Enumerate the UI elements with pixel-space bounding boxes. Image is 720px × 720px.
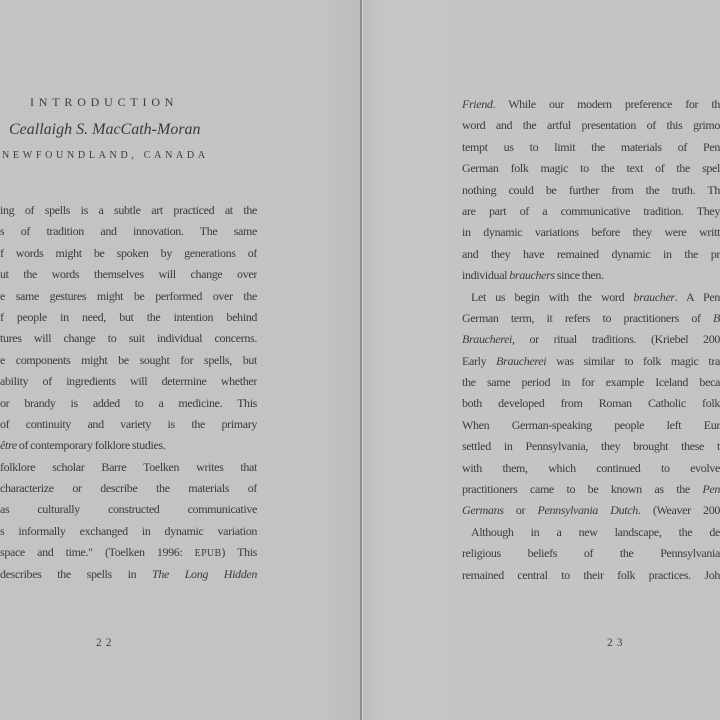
text-line: settled in Pennsylvania, they brought these t (462, 439, 720, 454)
text-line: practitioners came to be known as the Pen (462, 482, 720, 497)
text-line: religious beliefs of the Pennsylvania (462, 546, 720, 561)
text-line: space and time." (Toelken 1996: EPUB) This (0, 545, 257, 560)
text-line: or brandy is added to a medicine. This (0, 395, 257, 410)
text-line: e same gestures might be performed over the (0, 288, 257, 303)
text-line: Friend. While our modern preference for th (462, 97, 720, 111)
text-line: as culturally constructed communicative (0, 502, 257, 517)
text-line: folklore scholar Barre Toelken writes that (0, 459, 257, 474)
chapter-location: NEWFOUNDLAND, CANADA (2, 150, 209, 161)
text-line: Braucherei, or ritual traditions. (Kriebel 200 (462, 332, 720, 347)
text-line: Although in a new landscape, the de (471, 524, 720, 539)
text-line: When German-speaking people left Eur (462, 417, 720, 432)
text-line: e components might be sought for spells, but (0, 352, 257, 367)
text-line: characterize or describe the materials of (0, 481, 257, 496)
text-line: être of contemporary folklore studies. (0, 438, 166, 453)
text-line: s informally exchanged in dynamic variation (0, 523, 257, 538)
text-line: Germans or Pennsylvania Dutch. (Weaver 200 (462, 503, 720, 518)
text-line: remained central to their folk practices. Joh (462, 567, 720, 582)
text-line: both developed from Roman Catholic folk (462, 396, 720, 411)
page-gutter-highlight (362, 0, 363, 720)
text-line: tempt us to limit the materials of Pen (462, 139, 720, 154)
text-line: Let us begin with the word braucher. A Pen (471, 289, 720, 304)
right-page-text-block (462, 94, 720, 586)
chapter-title: INTRODUCTION (30, 95, 179, 109)
text-line: word and the artful presentation of this grimo (462, 118, 720, 133)
text-line: in dynamic variations before they were writt (462, 225, 720, 240)
text-line: individual brauchers since then. (462, 268, 604, 283)
text-line: ing of spells is a subtle art practiced at the (0, 203, 257, 217)
chapter-author: Ceallaigh S. MacCath-Moran (9, 121, 201, 138)
text-line: German folk magic to the text of the spel (462, 161, 720, 176)
text-line: with them, which continued to evolve (462, 460, 720, 475)
text-line: German term, it refers to practitioners of B (462, 310, 720, 325)
text-line: nothing could be further from the truth. Th (462, 182, 720, 197)
text-line: tures will change to suit individual concerns. (0, 331, 257, 346)
left-page-text-block (0, 200, 257, 585)
text-line: f words might be spoken by generations of (0, 245, 257, 260)
text-line: and they have remained dynamic in the pr (462, 246, 720, 261)
text-line: of continuity and variety is the primary (0, 416, 257, 431)
text-line: Early Braucherei was similar to folk magic tra (462, 353, 720, 368)
text-line: the same period in for example Iceland beca (462, 375, 720, 390)
page-number-left: 22 (96, 637, 116, 649)
text-line: ut the words themselves will change over (0, 267, 257, 282)
text-line: ability of ingredients will determine whether (0, 374, 257, 389)
text-line: s of tradition and innovation. The same (0, 224, 257, 239)
text-line: f people in need, but the intention behind (0, 309, 257, 324)
text-line: are part of a communicative tradition. They (462, 203, 720, 218)
page-number-right: 23 (607, 637, 627, 649)
text-line: describes the spells in The Long Hidden (0, 566, 257, 581)
